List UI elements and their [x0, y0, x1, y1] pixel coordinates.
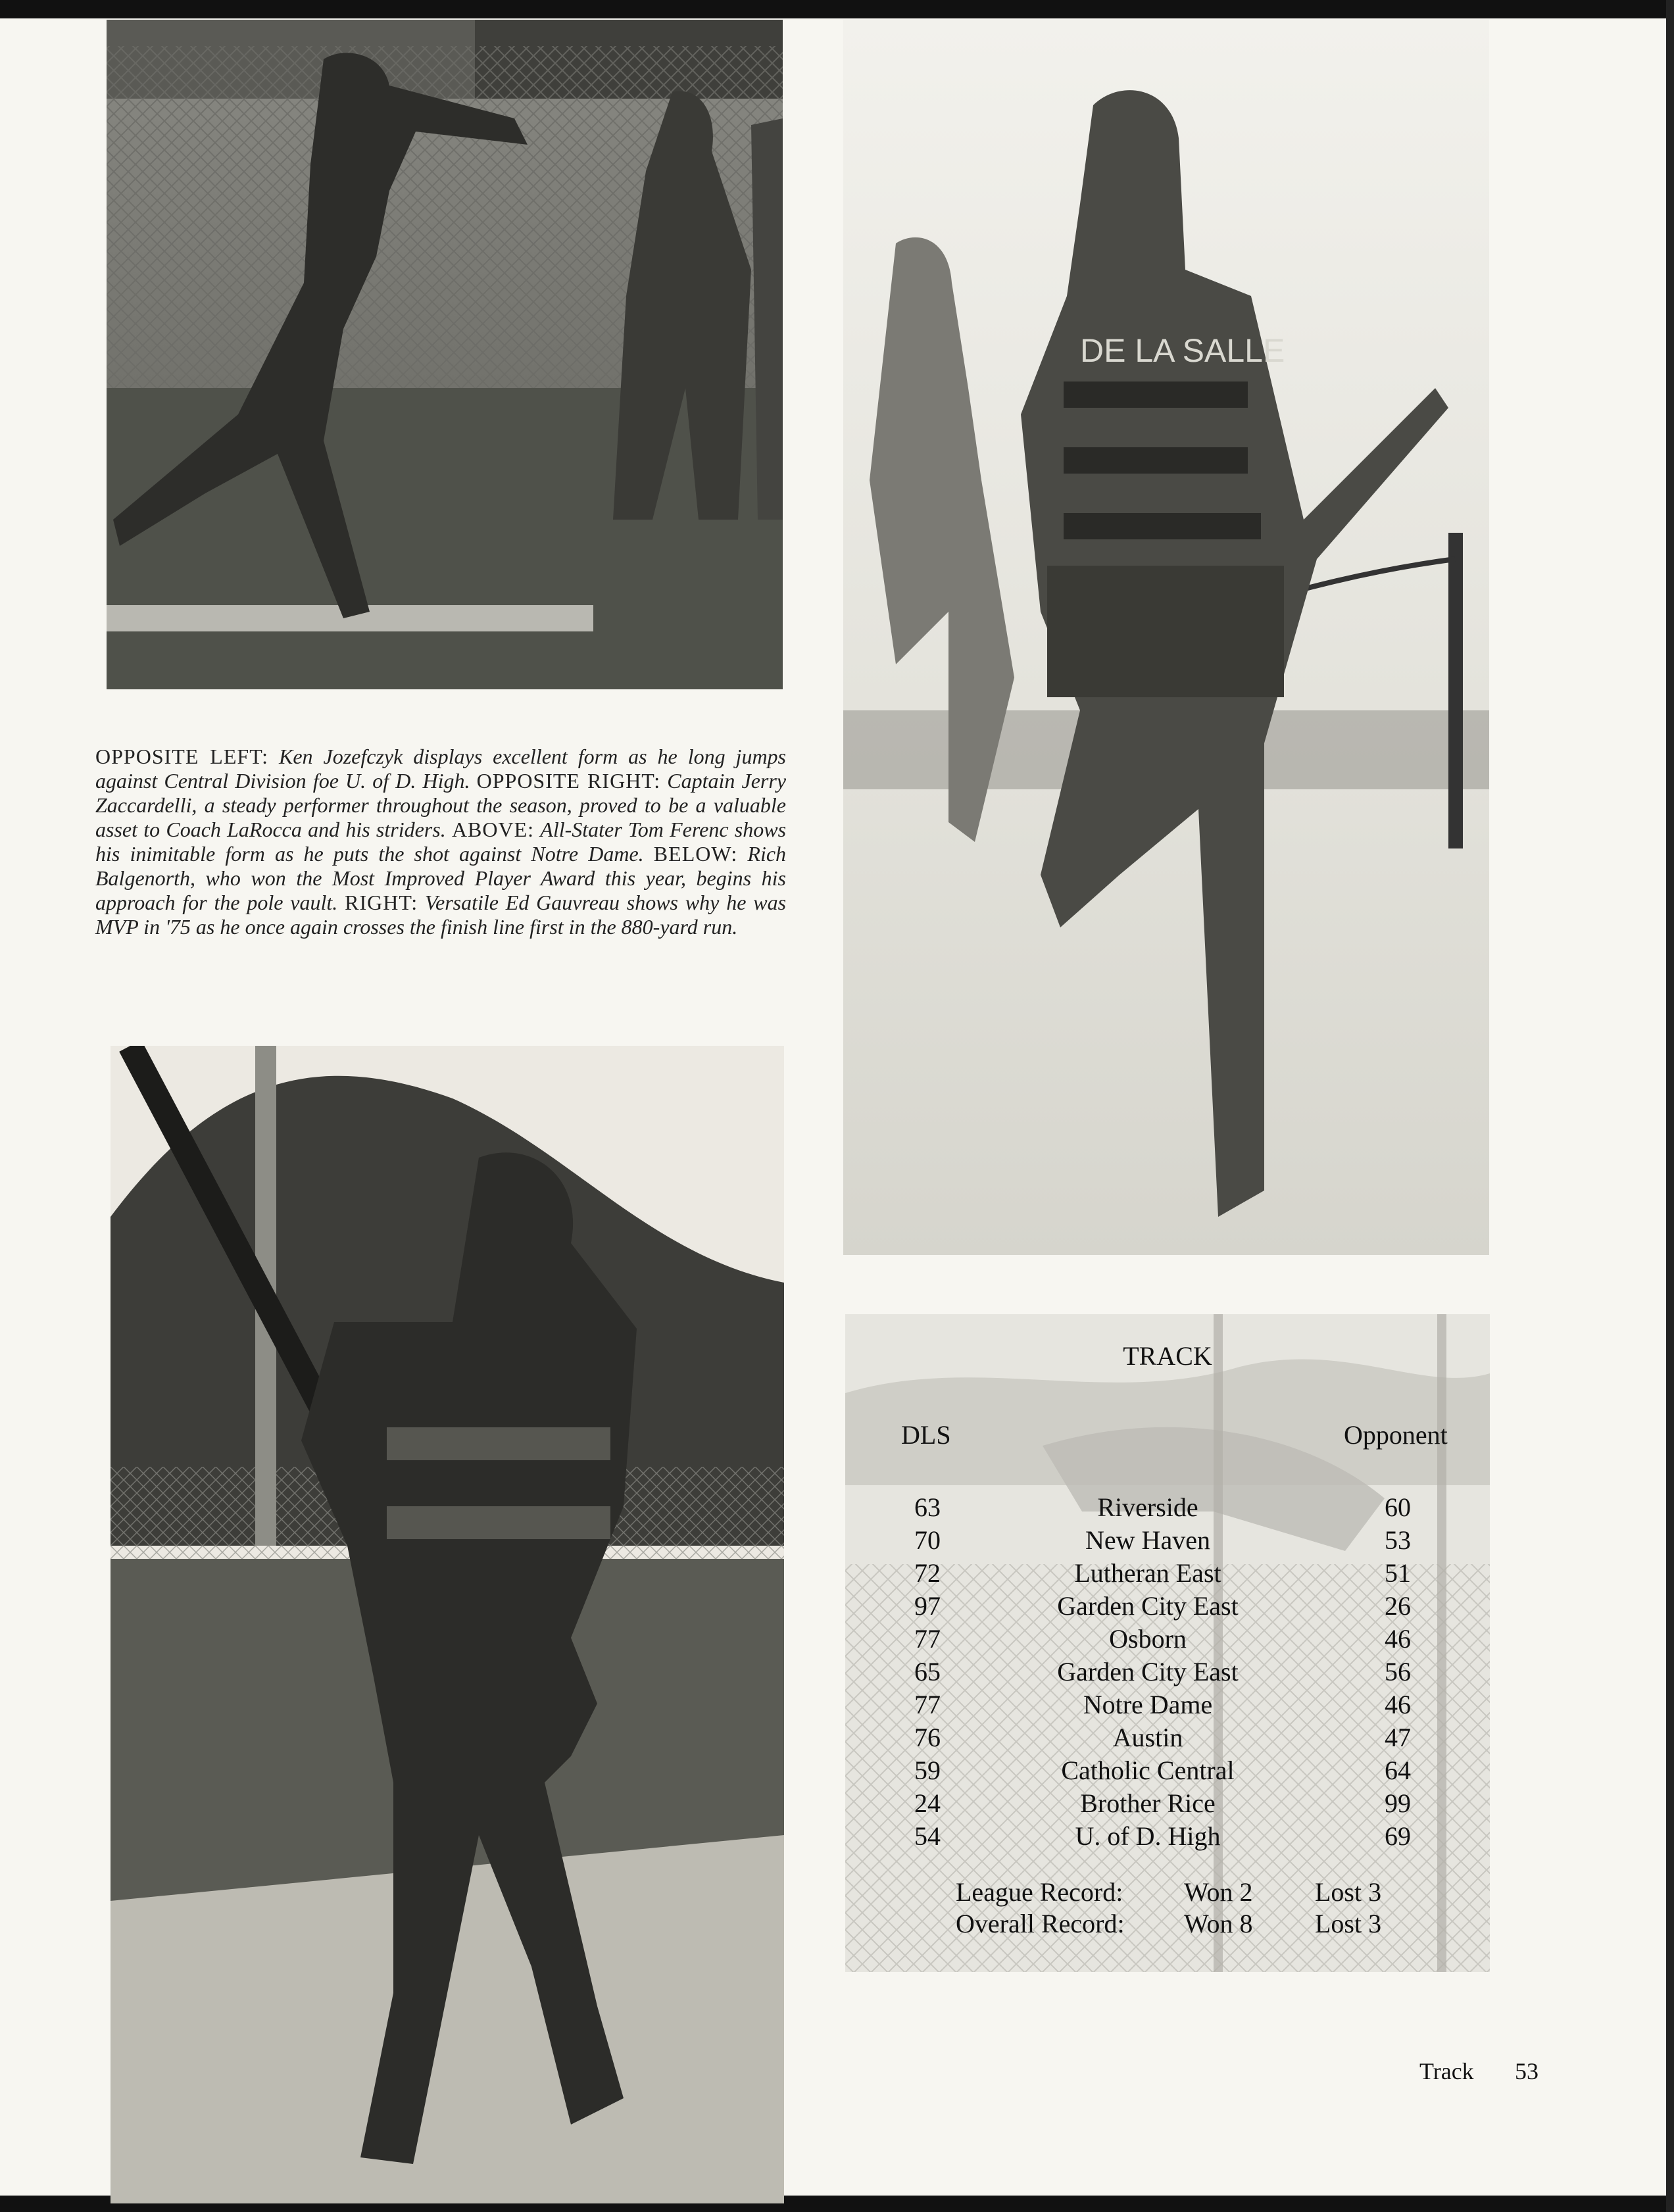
table-row — [845, 1525, 1490, 1558]
caption-text: All-Stater Tom Ferenc shows his inimitable form as he puts the shot against Notre Dame. — [95, 818, 787, 866]
dls-score: 59 — [914, 1756, 941, 1785]
opponent-name: Austin — [1112, 1723, 1183, 1752]
opponent-score: 56 — [1385, 1657, 1411, 1686]
opponent-name: Riverside — [1097, 1492, 1198, 1522]
photo-caption — [95, 745, 786, 939]
opponent-score: 26 — [1385, 1591, 1411, 1621]
dls-score: 97 — [914, 1591, 941, 1621]
photo-pole-vault — [111, 1046, 784, 2203]
caption-text: Rich Balgenorth, who won the Most Improved Player Award this year, begins his approach for the pole vault. — [95, 842, 787, 914]
opponent-name: Osborn — [1109, 1624, 1187, 1654]
table-row — [845, 1492, 1490, 1525]
dls-score: 54 — [914, 1821, 941, 1851]
table-row — [845, 1558, 1490, 1590]
opponent-name: New Haven — [1085, 1525, 1210, 1555]
opponent-name: Garden City East — [1057, 1591, 1239, 1621]
table-row — [845, 1590, 1490, 1623]
table-row — [845, 1623, 1490, 1656]
caption-text: Ken Jozefczyk displays excellent form as he long jumps against Central Division foe U. of D. High. — [95, 745, 787, 793]
caption-label: OPPOSITE RIGHT: — [476, 769, 661, 793]
opponent-name: U. of D. High — [1075, 1821, 1221, 1851]
table-row — [845, 1722, 1490, 1755]
jersey-lettering: DE LA SALLE — [1080, 332, 1285, 369]
dls-score: 63 — [914, 1492, 941, 1522]
dls-score: 70 — [914, 1525, 941, 1555]
opponent-name: Lutheran East — [1074, 1558, 1221, 1588]
overall-record-lost: Lost 3 — [1315, 1909, 1382, 1938]
opponent-name: Notre Dame — [1083, 1690, 1213, 1719]
league-record-lost: Lost 3 — [1315, 1877, 1382, 1907]
opponent-score: 99 — [1385, 1788, 1411, 1818]
table-row — [845, 1821, 1490, 1854]
page-number: 53 — [1515, 2058, 1539, 2084]
table-row — [845, 1788, 1490, 1821]
opponent-score: 53 — [1385, 1525, 1411, 1555]
column-header-dls: DLS — [901, 1420, 951, 1450]
caption-text: Captain Jerry Zaccardelli, a steady performer throughout the season, proved to be a valuable asset to Coach LaRocca and his striders. — [95, 769, 787, 841]
caption-label: OPPOSITE LEFT: — [95, 745, 269, 768]
table-row — [845, 1689, 1490, 1722]
scan-border-top — [0, 0, 1674, 18]
overall-record-won: Won 8 — [1184, 1909, 1253, 1938]
dls-score: 24 — [914, 1788, 941, 1818]
scan-border-right — [1666, 0, 1674, 2212]
caption-label: ABOVE: — [451, 818, 535, 841]
opponent-name: Catholic Central — [1061, 1756, 1235, 1785]
opponent-name: Brother Rice — [1080, 1788, 1216, 1818]
column-header-opponent: Opponent — [1344, 1420, 1448, 1450]
dls-score: 76 — [914, 1723, 941, 1752]
track-results-table — [845, 1314, 1490, 1972]
opponent-score: 69 — [1385, 1821, 1411, 1851]
track-title: TRACK — [1123, 1341, 1212, 1371]
photo-runner-finish — [843, 20, 1489, 1255]
league-record-label: League Record: — [956, 1877, 1123, 1907]
opponent-score: 46 — [1385, 1690, 1411, 1719]
photo-shot-put — [107, 20, 783, 689]
track-results-panel — [845, 1314, 1490, 1972]
caption-label: RIGHT: — [345, 891, 418, 914]
league-record-won: Won 2 — [1184, 1877, 1253, 1907]
table-row — [845, 1656, 1490, 1689]
opponent-score: 51 — [1385, 1558, 1411, 1588]
opponent-name: Garden City East — [1057, 1657, 1239, 1686]
caption-label: BELOW: — [653, 842, 738, 866]
dls-score: 65 — [914, 1657, 941, 1686]
caption-text: Versatile Ed Gauvreau shows why he was MVP in '75 as he once again crosses the finish line first in the 880-yard run. — [95, 891, 787, 939]
overall-record-label: Overall Record: — [956, 1909, 1125, 1938]
opponent-score: 60 — [1385, 1492, 1411, 1522]
dls-score: 77 — [914, 1624, 941, 1654]
dls-score: 72 — [914, 1558, 941, 1588]
opponent-score: 47 — [1385, 1723, 1411, 1752]
opponent-score: 46 — [1385, 1624, 1411, 1654]
footer-section-name: Track — [1419, 2058, 1474, 2084]
opponent-score: 64 — [1385, 1756, 1411, 1785]
table-row — [845, 1755, 1490, 1788]
dls-score: 77 — [914, 1690, 941, 1719]
